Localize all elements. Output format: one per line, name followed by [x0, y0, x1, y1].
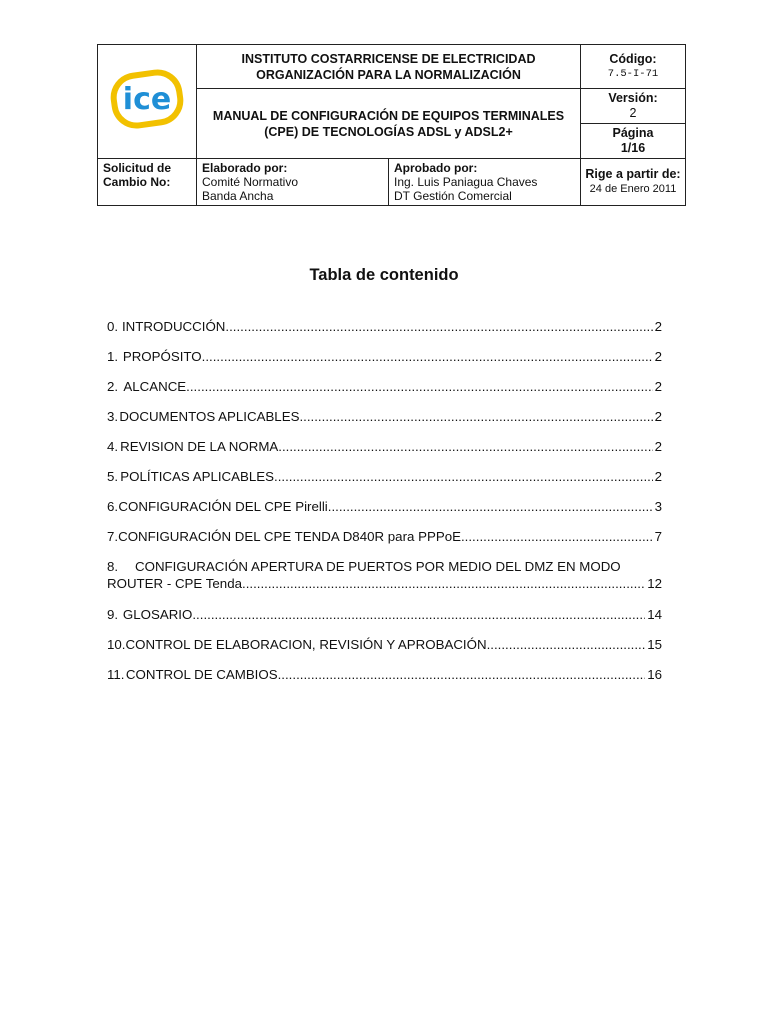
- manual-title-line1: MANUAL DE CONFIGURACIÓN DE EQUIPOS TERMINALES: [212, 108, 565, 123]
- codigo-label: Código:: [609, 51, 657, 66]
- toc-entry-text: ALCANCE: [123, 379, 187, 394]
- toc-entry-text: CONTROL DE CAMBIOS: [125, 667, 278, 682]
- toc-entry-number: 1.: [107, 349, 119, 364]
- aprobado-line2: DT Gestión Comercial: [394, 189, 512, 203]
- toc-entry-text: POLÍTICAS APLICABLES: [120, 469, 275, 484]
- toc-entry-apertura-puertos[interactable]: [107, 558, 662, 606]
- toc-entry-text-line1: CONFIGURACIÓN APERTURA DE PUERTOS POR MEDIO DEL DMZ EN MODO: [135, 559, 621, 574]
- rige-cell: [581, 159, 686, 206]
- toc-entry-page: 14: [647, 607, 662, 622]
- elaborado-label: Elaborado por:: [202, 161, 288, 175]
- toc-entry-number: 2.: [107, 379, 119, 394]
- rige-value: 24 de Enero 2011: [589, 183, 677, 195]
- toc-leader-dots: [274, 468, 653, 485]
- elaborado-line2: Banda Ancha: [202, 189, 274, 203]
- ice-logo: [110, 68, 184, 130]
- toc-leader-dots: [225, 318, 652, 335]
- toc-entry-page: 15: [647, 637, 662, 652]
- org-name-line2: ORGANIZACIÓN PARA LA NORMALIZACIÓN: [256, 67, 521, 82]
- toc-leader-dots: [278, 666, 646, 683]
- toc-entry-config-pirelli[interactable]: [107, 498, 662, 528]
- solicitud-line1: Solicitud de: [103, 161, 172, 175]
- toc-entry-text: GLOSARIO: [122, 607, 193, 622]
- toc-entry-text-line2: ROUTER - CPE Tenda.: [107, 576, 246, 591]
- solicitud-cell: [98, 159, 197, 206]
- toc-entry-number: 11.: [107, 667, 125, 682]
- toc-entry-page: 2: [654, 409, 662, 424]
- toc-leader-dots: [278, 438, 652, 455]
- pagina-cell: [581, 124, 686, 159]
- manual-title-cell: [197, 89, 581, 159]
- manual-title-line2: (CPE) DE TECNOLOGÍAS ADSL y ADSL2+: [264, 124, 513, 139]
- version-label: Versión:: [608, 91, 658, 105]
- toc-entry-page: 16: [647, 667, 662, 682]
- toc-entry-politicas-aplicables[interactable]: [107, 468, 662, 498]
- toc-leader-dots: [192, 606, 645, 623]
- ice-logo-icon: [110, 68, 184, 130]
- codigo-cell: [581, 45, 686, 89]
- toc-entry-number: 5.: [107, 469, 119, 484]
- toc-entry-number: 3.: [107, 409, 119, 424]
- logo-cell: [98, 45, 197, 159]
- toc-entry-number: 6.: [107, 499, 119, 514]
- toc-entry-number: 4.: [107, 439, 119, 454]
- organization-cell: [197, 45, 581, 89]
- toc-entry-control-elaboracion[interactable]: [107, 636, 662, 666]
- elaborado-line1: Comité Normativo: [202, 175, 299, 189]
- toc-entry-number: 8.: [107, 559, 119, 574]
- toc-entry-text: PROPÓSITO: [122, 349, 202, 364]
- codigo-value: 7.5-I-71: [607, 67, 659, 80]
- elaborado-cell: [197, 159, 389, 206]
- toc-entry-text: REVISION DE LA NORMA: [120, 439, 279, 454]
- org-name-line1: INSTITUTO COSTARRICENSE DE ELECTRICIDAD: [241, 51, 536, 66]
- toc-leader-dots: [461, 528, 653, 545]
- toc-entry-config-tenda[interactable]: [107, 528, 662, 558]
- pagina-value: 1/16: [620, 141, 646, 155]
- rige-label: Rige a partir de:: [585, 167, 681, 181]
- toc-title: Tabla de contenido: [309, 266, 459, 284]
- version-value: 2: [629, 106, 637, 120]
- logo-text: ice: [122, 82, 172, 117]
- toc-entry-page: 12: [647, 576, 662, 591]
- table-of-contents: [107, 318, 662, 696]
- toc-entry-number: 10.: [107, 637, 126, 652]
- toc-entry-text: CONTROL DE ELABORACION, REVISIÓN Y APROBACIÓN: [125, 637, 487, 652]
- toc-entry-introduccion[interactable]: [107, 318, 662, 348]
- toc-entry-control-cambios[interactable]: [107, 666, 662, 696]
- toc-entry-page: 2: [654, 469, 662, 484]
- pagina-label: Página: [612, 126, 654, 140]
- toc-entry-alcance[interactable]: [107, 378, 662, 408]
- toc-entry-text: CONFIGURACIÓN DEL CPE TENDA D840R para PPPoE: [118, 529, 461, 544]
- toc-leader-dots: [299, 408, 652, 425]
- solicitud-line2: Cambio No:: [103, 175, 171, 189]
- toc-entry-text: DOCUMENTOS APLICABLES: [119, 409, 300, 424]
- toc-leader-dots: [246, 575, 646, 592]
- toc-entry-text: INTRODUCCIÓN: [121, 319, 226, 334]
- toc-entry-page: 7: [654, 529, 662, 544]
- toc-entry-documentos-aplicables[interactable]: [107, 408, 662, 438]
- toc-leader-dots: [487, 636, 646, 653]
- version-cell: [581, 89, 686, 124]
- toc-entry-page: 3: [654, 499, 662, 514]
- toc-entry-page: 2: [654, 439, 662, 454]
- toc-entry-number: 7.: [107, 529, 119, 544]
- toc-entry-number: 9.: [107, 607, 119, 622]
- toc-entry-page: 2: [654, 319, 662, 334]
- aprobado-label: Aprobado por:: [394, 161, 478, 175]
- toc-entry-number: 0.: [107, 319, 119, 334]
- toc-entry-proposito[interactable]: [107, 348, 662, 378]
- toc-entry-glosario[interactable]: [107, 606, 662, 636]
- toc-entry-page: 2: [654, 379, 662, 394]
- toc-leader-dots: [186, 378, 652, 395]
- toc-entry-page: 2: [654, 349, 662, 364]
- toc-entry-text: CONFIGURACIÓN DEL CPE Pirelli: [118, 499, 328, 514]
- toc-leader-dots: [202, 348, 653, 365]
- document-header-table: [97, 44, 686, 206]
- aprobado-cell: [389, 159, 581, 206]
- aprobado-line1: Ing. Luis Paniagua Chaves: [394, 175, 538, 189]
- toc-entry-revision-norma[interactable]: [107, 438, 662, 468]
- toc-leader-dots: [328, 498, 653, 515]
